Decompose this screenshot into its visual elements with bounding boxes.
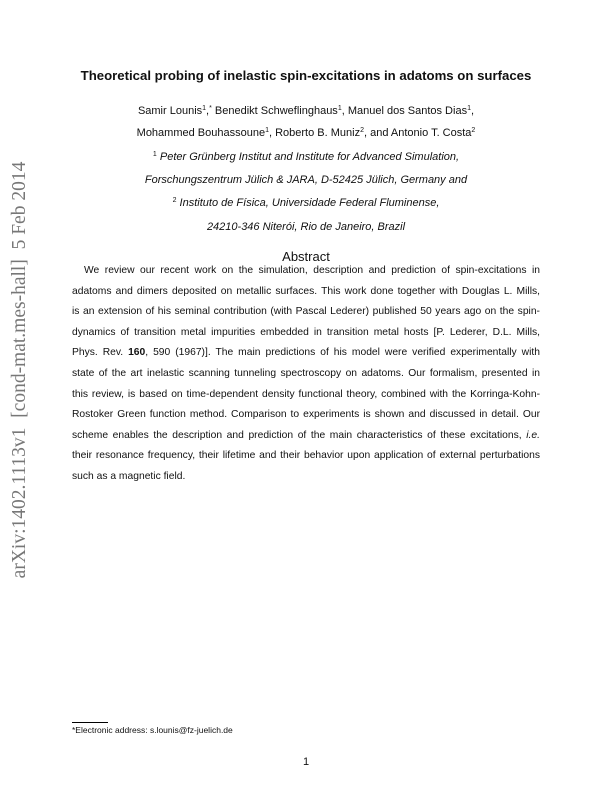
author-name: , and Antonio T. Costa — [363, 127, 472, 139]
abstract-line — [72, 285, 540, 299]
author-affiliation-mark: 1 — [265, 127, 269, 134]
abstract-line — [72, 367, 540, 381]
author-affiliation-mark: 1 — [337, 105, 342, 112]
author-affiliation-mark: 2 — [360, 127, 364, 134]
punctuation: , — [470, 105, 475, 117]
abstract-text: their resonance frequency, their lifetime and their behavior upon application of external perturbations — [72, 450, 540, 462]
abstract-line — [72, 326, 540, 340]
author-line-2 — [0, 127, 612, 139]
author-name: Samir Lounis — [137, 105, 203, 117]
abstract-text: is an extension of his seminal contribution (with Pascal Lederer) published 50 years ago on the spin- — [72, 306, 540, 318]
author-line-1 — [0, 105, 612, 117]
affiliation-2-line-1 — [0, 197, 612, 209]
affiliation-1-line-1 — [0, 151, 612, 163]
footnote-rule — [72, 722, 108, 723]
affiliation-mark: 2 — [172, 197, 177, 204]
author-affiliation-mark: 2 — [471, 127, 476, 134]
abstract-line — [72, 388, 540, 402]
abstract-text: such as a magnetic field. — [72, 471, 186, 482]
abstract-text: state of the art inelastic scanning tunneling spectroscopy on adatoms. Our formalism, presented in — [72, 368, 540, 379]
author-name: Benedikt Schweflinghaus — [211, 105, 338, 117]
abstract-text: scheme enables the description and prediction of the main characteristics of these excitations, — [72, 429, 527, 441]
abstract-line — [72, 470, 540, 484]
affiliation-text: Instituto de Física, Universidade Federal Fluminense, — [176, 197, 440, 209]
author-name: Mohammed Bouhassoune — [136, 127, 266, 139]
author-affiliation-mark: 1 — [202, 105, 207, 112]
author-name: , Manuel dos Santos Dias — [341, 105, 468, 117]
page-number: 1 — [302, 756, 310, 768]
abstract-text: We review our recent work on the simulation, description and prediction of spin-excitations in — [84, 265, 540, 276]
author-affiliation-mark: * — [209, 105, 212, 112]
author-affiliation-mark: 1 — [467, 105, 471, 112]
abstract-line — [72, 429, 540, 443]
abstract-text: Rostoker Green function method. Comparison to experiments is shown and discussed in detail. Our — [72, 409, 540, 421]
abstract-line — [72, 408, 540, 422]
affiliation-1-line-2: Forschungszentrum Jülich & JARA, D-52425 Jülich, Germany and — [144, 174, 468, 186]
abstract-text: dynamics of transition metal impurities embedded in transition metal hosts [P. Lederer, D.L. Mills, — [72, 326, 540, 338]
punctuation: , — [206, 105, 210, 117]
abstract-line — [72, 264, 540, 278]
abstract-text: adatoms and dimers deposited on metallic surfaces. This work done together with Douglas L. Mills, — [72, 285, 540, 297]
paper-title: Theoretical probing of inelastic spin-excitations in adatoms on surfaces — [80, 68, 532, 83]
abstract-text: 160 — [128, 347, 146, 359]
affiliation-mark: 1 — [152, 151, 157, 158]
abstract-heading: Abstract — [282, 249, 330, 264]
abstract-line — [72, 449, 540, 463]
affiliation-2-line-2: 24210-346 Niterói, Rio de Janeiro, Brazil — [206, 221, 406, 233]
abstract-line — [72, 346, 540, 360]
abstract-text: i.e. — [526, 429, 540, 441]
affiliation-text: Peter Grünberg Institut and Institute for Advanced Simulation, — [156, 151, 460, 163]
abstract-text: Phys. Rev. — [72, 347, 129, 359]
author-name: , Roberto B. Muniz — [268, 127, 361, 139]
abstract-text: , 590 (1967)]. The main predictions of his model were verified experimentally with — [145, 347, 540, 359]
footnote: *Electronic address: s.lounis@fz-juelich.de — [72, 725, 233, 735]
abstract-line — [72, 305, 540, 319]
abstract-text: this review, is based on time-dependent density functional theory, combined with the Korringa-Kohn- — [72, 388, 540, 400]
arxiv-identifier: arXiv:1402.1113v1 [cond-mat.mes-hall] 5 Feb 2014 — [9, 161, 30, 579]
